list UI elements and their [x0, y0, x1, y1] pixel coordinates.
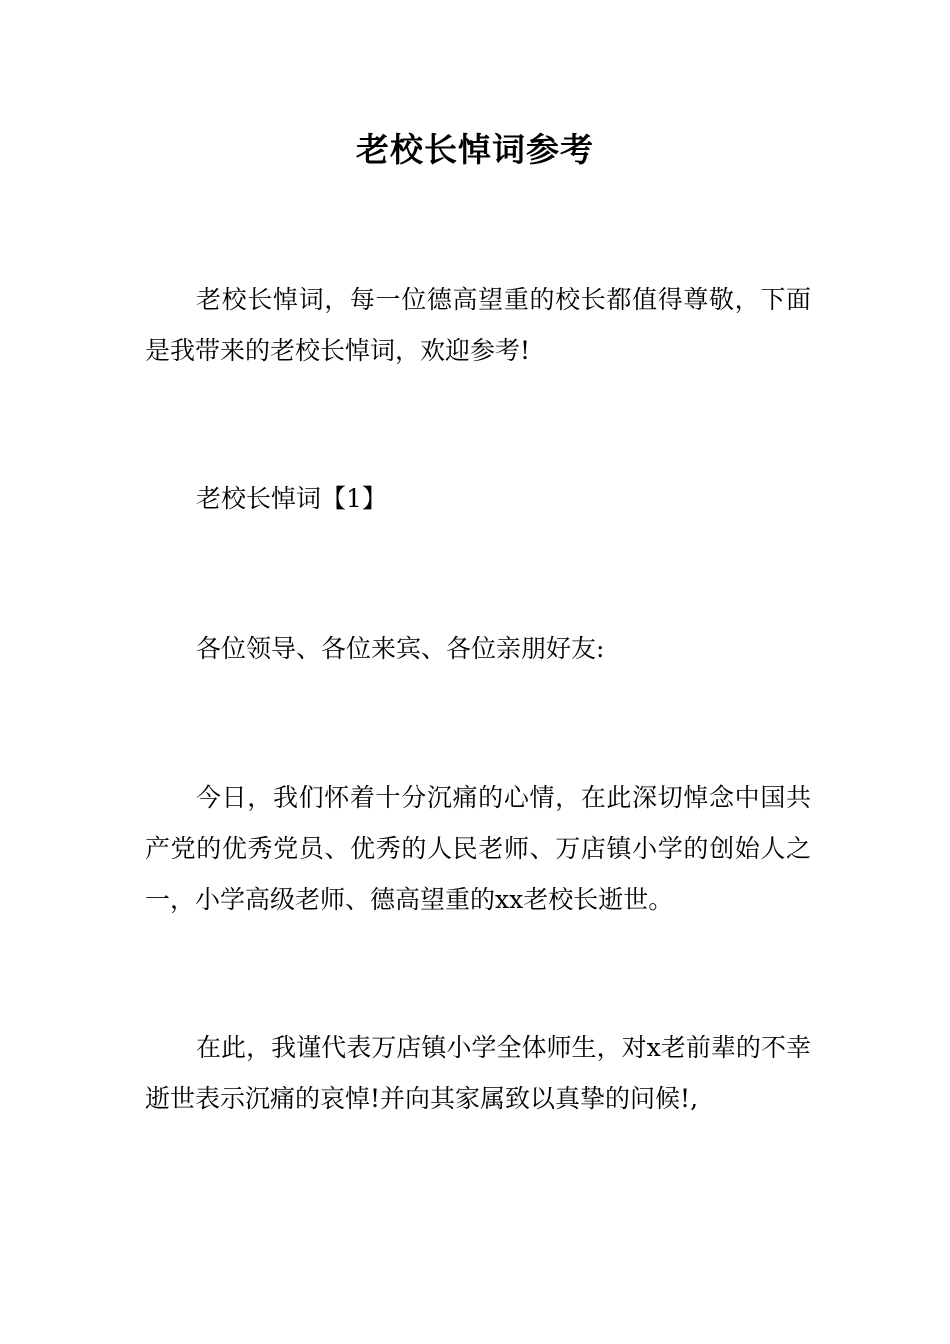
body-paragraph: 今日，我们怀着十分沉痛的心情，在此深切悼念中国共产党的优秀党员、优秀的人民老师、万店镇小学的创始人之一，小学高级老师、德高望重的xx老校长逝世。 — [145, 783, 811, 914]
intro-paragraph: 老校长悼词，每一位德高望重的校长都值得尊敬，下面是我带来的老校长悼词，欢迎参考! — [145, 285, 811, 365]
section-heading: 老校长悼词【1】 — [196, 484, 387, 513]
body-paragraph: 在此，我谨代表万店镇小学全体师生，对x老前辈的不幸逝世表示沉痛的哀悼!并向其家属致以真挚的问候!, — [145, 1033, 811, 1113]
salutation-paragraph: 各位领导、各位来宾、各位亲朋好友: — [196, 634, 605, 663]
document-title: 老校长悼词参考 — [356, 130, 594, 169]
